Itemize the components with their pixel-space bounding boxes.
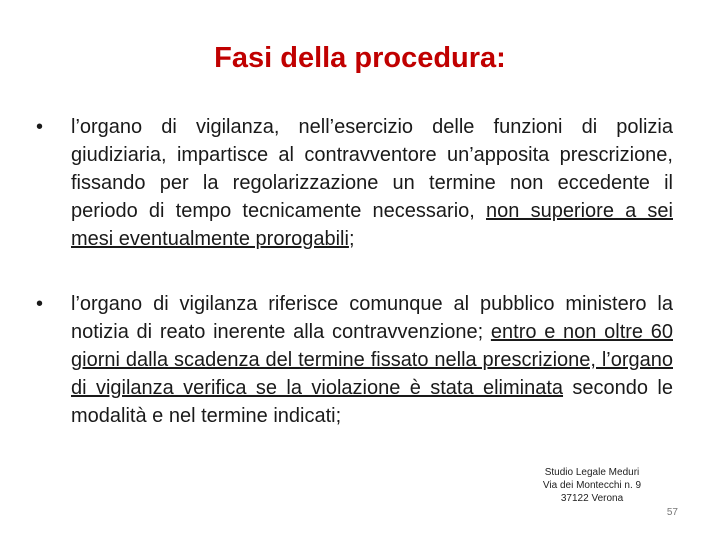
bullet-marker: •: [36, 116, 44, 138]
bullet-underlined-text: entro e non oltre 60 giorni dalla scadenza del termine fissato nella prescrizione, l’organo di vigilanza verifica se la violazione è stata eliminata: [71, 321, 673, 399]
footer-line: Via dei Montecchi n. 9: [542, 480, 642, 491]
footer-address: [512, 466, 672, 505]
footer-line: Studio Legale Meduri: [544, 467, 640, 478]
bullet-text-tail: secondo le modalità e nel termine indicati;: [71, 377, 673, 427]
slide-title: Fasi della procedura:: [214, 42, 506, 74]
page-number: 57: [666, 507, 678, 518]
bullet-marker: •: [36, 293, 44, 315]
bullet-text: l’organo di vigilanza riferisce comunque al pubblico ministero la notizia di reato inerente alla contravvenzione;: [71, 293, 673, 343]
bullet-text-tail: ;: [348, 228, 355, 250]
bullet-item-2: [36, 290, 673, 430]
bullet-list: [36, 113, 673, 430]
bullet-underlined-text: non superiore a sei mesi eventualmente prorogabili: [71, 200, 673, 250]
bullet-text: l’organo di vigilanza, nell’esercizio delle funzioni di polizia giudiziaria, impartisce al contravventore un’apposita prescrizione, fissando per la regolarizzazione un termine non eccedente il periodo di tempo tecnicamente necessario,: [71, 116, 673, 222]
footer-line: 37122 Verona: [560, 493, 624, 504]
bullet-item-1: [36, 113, 673, 253]
